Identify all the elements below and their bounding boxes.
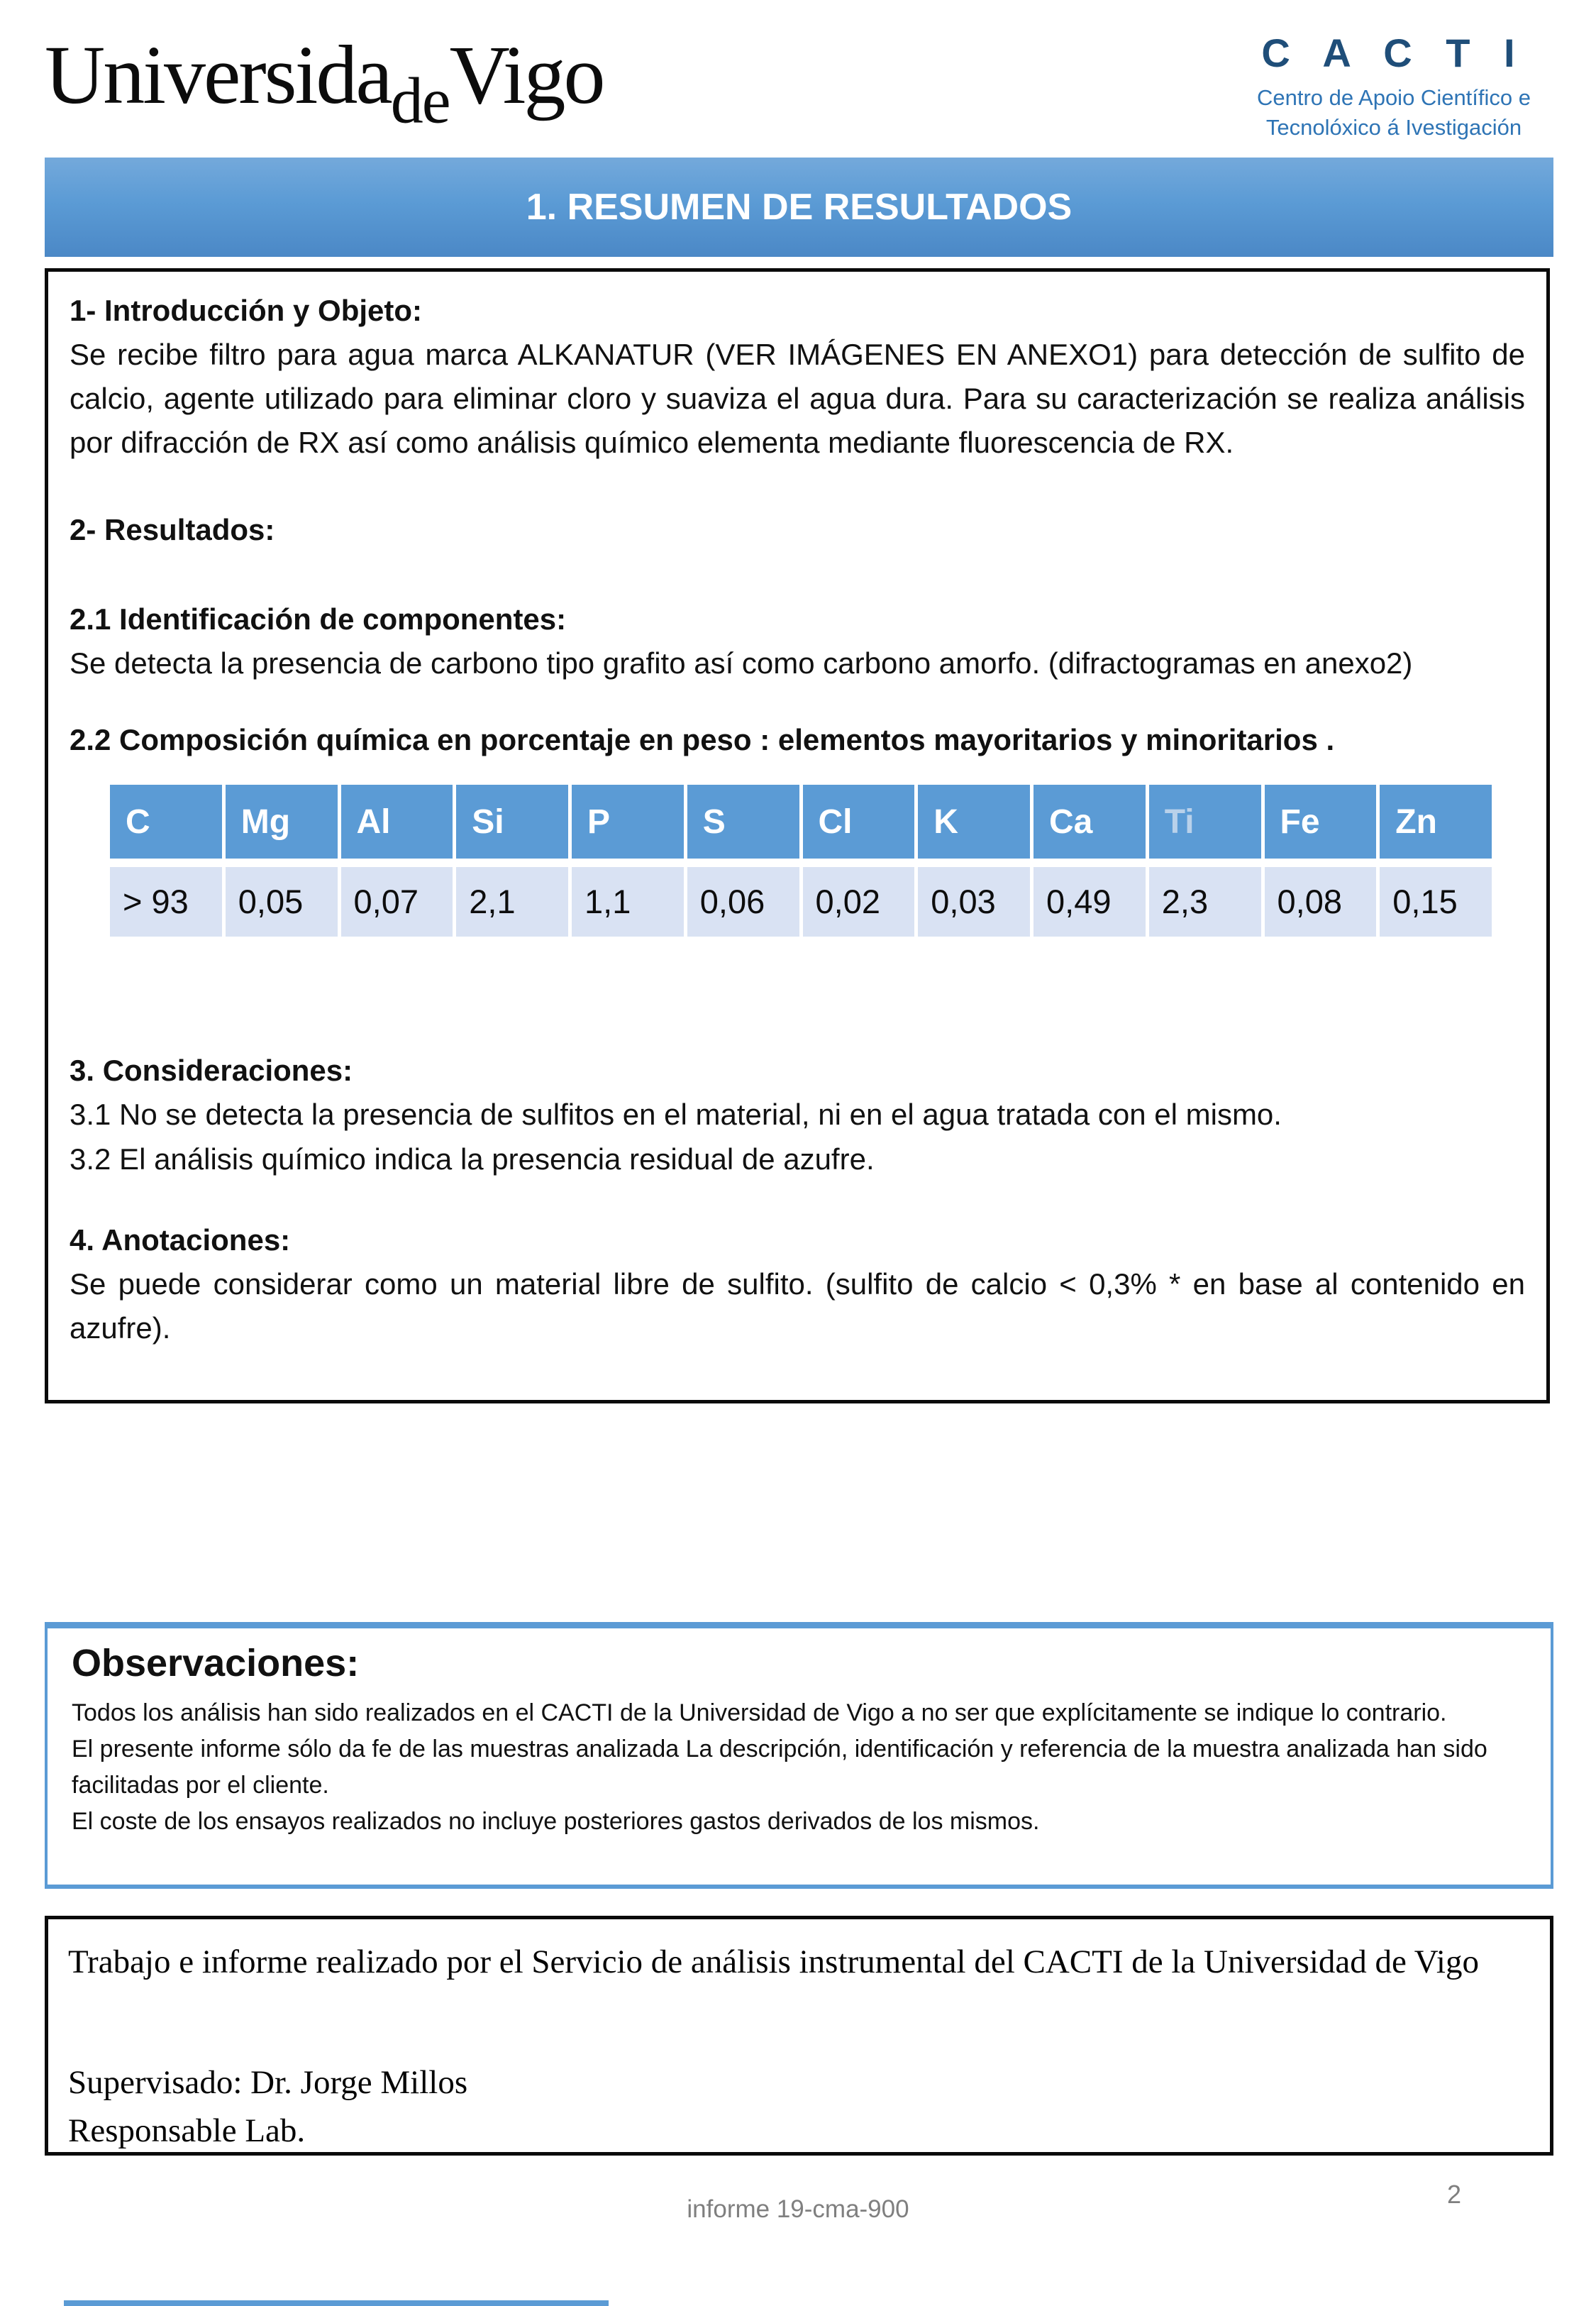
- heading-anotaciones: 4. Anotaciones:: [70, 1223, 291, 1257]
- cacti-subtitle-line1: Centro de Apoio Científico e: [1256, 85, 1531, 110]
- element-header-ca: Ca: [1033, 785, 1146, 859]
- element-value-si: 2,1: [456, 867, 568, 937]
- observations-box: [45, 1622, 1553, 1889]
- document-reference: informe 19-cma-900: [687, 2195, 909, 2223]
- element-value-k: 0,03: [918, 867, 1030, 937]
- observations-heading: Observaciones:: [72, 1642, 360, 1684]
- cacti-subtitle-line2: Tecnolóxico á Ivestigación: [1265, 114, 1522, 140]
- element-header-al: Al: [341, 785, 453, 859]
- heading-composicion: 2.2 Composición química en porcentaje en peso : elementos mayoritarios y minoritarios .: [70, 723, 1335, 757]
- element-value-fe: 0,08: [1265, 867, 1377, 937]
- cacti-header-block: [1245, 30, 1543, 143]
- page-number: 2: [1447, 2180, 1462, 2209]
- signature-spacer: [68, 1986, 1530, 2058]
- heading-consideraciones: 3. Consideraciones:: [70, 1054, 353, 1088]
- paragraph-introduccion: Se recibe filtro para agua marca ALKANATUR (VER IMÁGENES EN ANEXO1) para detección de sulfito de calcio, agente utilizado para eliminar cloro y suaviza el agua dura. Para su caracterización se realiza análisis por difracción de RX así como análisis químico elementa mediante fluorescencia de RX.: [70, 338, 1525, 460]
- element-value-c: > 93: [110, 867, 222, 937]
- cacti-acronym: C A C T I: [1261, 31, 1526, 75]
- paragraph-identificacion: Se detecta la presencia de carbono tipo grafito así como carbono amorfo. (difractogramas en anexo2): [70, 646, 1413, 680]
- consideraciones-item-1: 3.1 No se detecta la presencia de sulfitos en el material, ni en el agua tratada con el mismo.: [70, 1098, 1282, 1132]
- element-value-mg: 0,05: [226, 867, 338, 937]
- element-value-cl: 0,02: [803, 867, 915, 937]
- section-banner: [45, 158, 1553, 257]
- observations-paragraph-1: Todos los análisis han sido realizados en el CACTI de la Universidad de Vigo a no ser que explícitamente se indique lo contrario.: [72, 1699, 1447, 1726]
- logo-part-universida: Universida: [45, 28, 391, 121]
- next-page-banner-sliver: [64, 2300, 609, 2306]
- element-value-p: 1,1: [572, 867, 684, 937]
- element-value-s: 0,06: [687, 867, 799, 937]
- signature-role: Responsable Lab.: [68, 2112, 306, 2150]
- element-header-cl: Cl: [803, 785, 915, 859]
- logo-part-vigo: Vigo: [449, 28, 604, 121]
- element-value-ca: 0,49: [1033, 867, 1146, 937]
- consideraciones-item-2: 3.2 El análisis químico indica la presencia residual de azufre.: [70, 1142, 875, 1176]
- element-value-ti: 2,3: [1149, 867, 1261, 937]
- logo-part-de: de: [390, 64, 450, 137]
- heading-resultados: 2- Resultados:: [70, 512, 275, 546]
- observations-paragraph-3: El coste de los ensayos realizados no incluye posteriores gastos derivados de los mismos.: [72, 1808, 1040, 1835]
- composition-table-header-row: [110, 785, 1492, 859]
- composition-table-value-row: [110, 867, 1492, 937]
- section-banner-title: 1. RESUMEN DE RESULTADOS: [526, 187, 1073, 228]
- composition-table: [106, 776, 1495, 945]
- observations-body: [72, 1695, 1526, 1840]
- element-header-c: C: [110, 785, 222, 859]
- heading-introduccion: 1- Introducción y Objeto:: [70, 294, 423, 327]
- element-header-k: K: [918, 785, 1030, 859]
- observations-paragraph-2: El presente informe sólo da fe de las muestras analizada La descripción, identificación y referencia de la muestra analizada han sido facilitadas por el cliente.: [72, 1736, 1487, 1799]
- element-header-fe: Fe: [1265, 785, 1377, 859]
- heading-identificacion: 2.1 Identificación de componentes:: [70, 602, 567, 636]
- element-header-zn: Zn: [1380, 785, 1492, 859]
- element-header-s: S: [687, 785, 799, 859]
- element-value-al: 0,07: [341, 867, 453, 937]
- element-header-p: P: [572, 785, 684, 859]
- signature-supervisor: Supervisado: Dr. Jorge Millos: [68, 2064, 468, 2102]
- signature-box: [45, 1916, 1553, 2156]
- element-header-si: Si: [456, 785, 568, 859]
- signature-statement: Trabajo e informe realizado por el Servicio de análisis instrumental del CACTI de la Universidad de Vigo: [68, 1943, 1479, 1980]
- element-header-ti: Ti: [1149, 785, 1261, 859]
- results-box: [45, 268, 1550, 1403]
- universidade-vigo-logo: [45, 27, 604, 138]
- element-header-mg: Mg: [226, 785, 338, 859]
- paragraph-anotaciones: Se puede considerar como un material libre de sulfito. (sulfito de calcio < 0,3% * en base al contenido en azufre).: [70, 1267, 1525, 1345]
- element-value-zn: 0,15: [1380, 867, 1492, 937]
- cacti-subtitle: [1245, 83, 1543, 143]
